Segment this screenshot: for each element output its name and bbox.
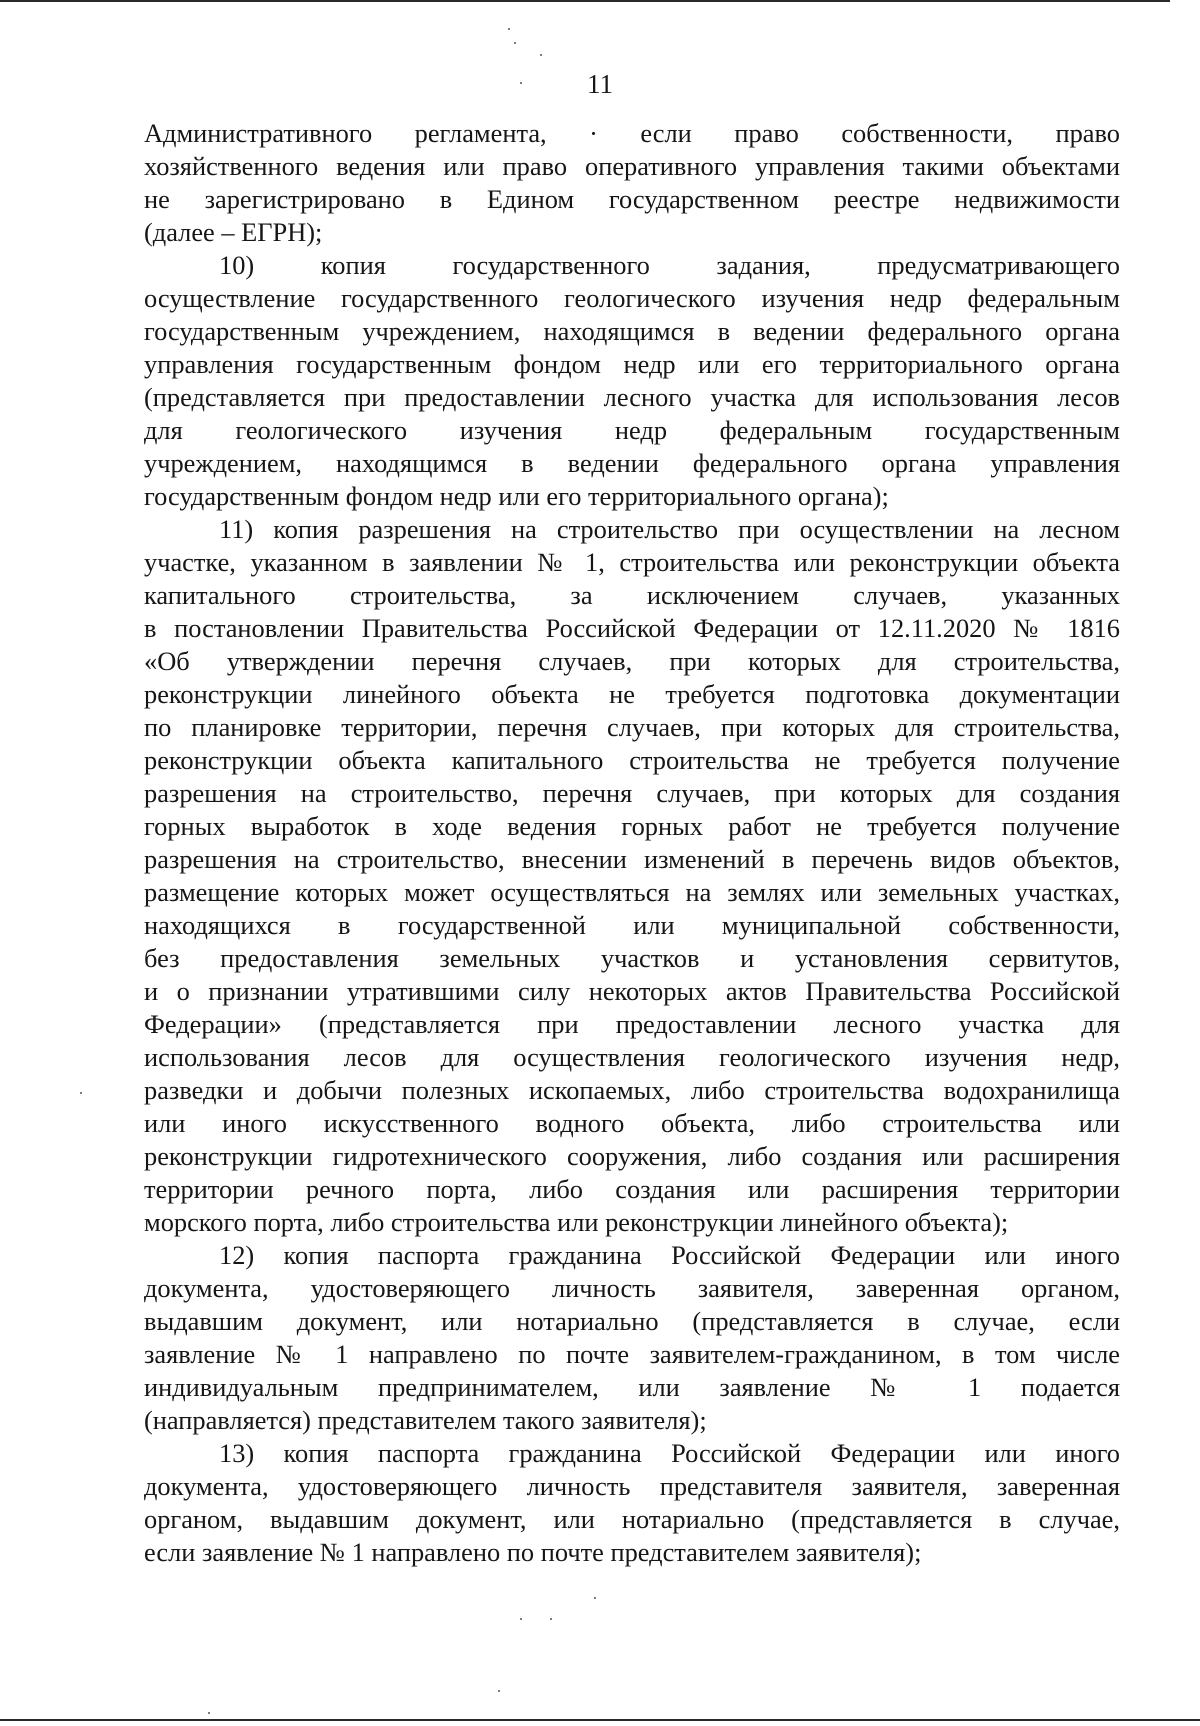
text-line: выдавшим документ, или нотариально (представляется в случае, если: [144, 1306, 1120, 1336]
text-line: и о признании утратившими силу некоторых актов Правительства Российской: [144, 976, 1120, 1006]
text-line: органом, выдавшим документ, или нотариально (представляется в случае,: [144, 1504, 1120, 1534]
scan-speck: [208, 1712, 210, 1714]
text-line: 13) копия паспорта гражданина Российской Федерации или иного: [219, 1438, 1120, 1468]
text-line: горных выработок в ходе ведения горных работ не требуется получение: [144, 811, 1120, 841]
text-line: морского порта, либо строительства или реконструкции линейного объекта);: [144, 1207, 1009, 1237]
scan-speck: [498, 1690, 500, 1692]
text-line: «Об утверждении перечня случаев, при которых для строительства,: [144, 646, 1120, 676]
scan-speck: [540, 54, 542, 56]
paragraph-item-9-continuation: [144, 117, 1120, 249]
text-line: 10) копия государственного задания, предусматривающего: [219, 250, 1120, 280]
paragraph-item-11: [144, 513, 1120, 1239]
scan-speck: [80, 1092, 82, 1094]
scan-speck: [520, 82, 522, 84]
scan-speck: [520, 1618, 522, 1620]
page-number: 11: [587, 69, 613, 99]
text-line: государственным учреждением, находящимся в ведении федерального органа: [144, 316, 1120, 346]
text-line: в постановлении Правительства Российской Федерации от 12.11.2020 № 1816: [144, 613, 1120, 643]
text-line: Федерации» (представляется при предоставлении лесного участка для: [144, 1009, 1120, 1039]
scan-border-bottom: [0, 1719, 1200, 1721]
text-line: индивидуальным предпринимателем, или заявление № 1 подается: [144, 1372, 1120, 1402]
scan-speck: [594, 1597, 596, 1599]
text-line: по планировке территории, перечня случаев, при которых для строительства,: [144, 712, 1120, 742]
text-line: для геологического изучения недр федеральным государственным: [144, 415, 1120, 445]
document-body: [144, 117, 1120, 1569]
text-line: государственным фондом недр или его территориального органа);: [144, 481, 889, 511]
paragraph-item-13: [144, 1437, 1120, 1569]
text-line: учреждением, находящимся в ведении федерального органа управления: [144, 448, 1120, 478]
text-line: (представляется при предоставлении лесного участка для использования лесов: [144, 382, 1120, 412]
text-line: реконструкции линейного объекта не требуется подготовка документации: [144, 679, 1120, 709]
text-line: (далее – ЕГРН);: [144, 217, 323, 247]
text-line: управления государственным фондом недр или его территориального органа: [144, 349, 1120, 379]
text-line: документа, удостоверяющего личность представителя заявителя, заверенная: [144, 1471, 1120, 1501]
text-line: 11) копия разрешения на строительство при осуществлении на лесном: [219, 514, 1120, 544]
text-line: документа, удостоверяющего личность заявителя, заверенная органом,: [144, 1273, 1120, 1303]
text-line: разведки и добычи полезных ископаемых, либо строительства водохранилища: [144, 1075, 1120, 1105]
text-line: хозяйственного ведения или право оперативного управления такими объектами: [144, 151, 1120, 181]
scan-speck: [508, 28, 510, 30]
text-line: заявление № 1 направлено по почте заявителем-гражданином, в том числе: [144, 1339, 1120, 1369]
scan-speck: [550, 1618, 552, 1620]
text-line: без предоставления земельных участков и установления сервитутов,: [144, 943, 1120, 973]
text-line: участке, указанном в заявлении № 1, строительства или реконструкции объекта: [144, 547, 1120, 577]
text-line: разрешения на строительство, перечня случаев, при которых для создания: [144, 778, 1120, 808]
text-line: осуществление государственного геологического изучения недр федеральным: [144, 283, 1120, 313]
text-line: реконструкции гидротехнического сооружения, либо создания или расширения: [144, 1141, 1120, 1171]
text-line: использования лесов для осуществления геологического изучения недр,: [144, 1042, 1120, 1072]
paragraph-item-12: [144, 1239, 1120, 1437]
text-line: (направляется) представителем такого заявителя);: [144, 1405, 707, 1435]
text-line: или иного искусственного водного объекта, либо строительства или: [144, 1108, 1120, 1138]
text-line: реконструкции объекта капитального строительства не требуется получение: [144, 745, 1120, 775]
scan-speck: [514, 42, 516, 44]
text-line: разрешения на строительство, внесении изменений в перечень видов объектов,: [144, 844, 1120, 874]
text-line: если заявление № 1 направлено по почте представителем заявителя);: [144, 1537, 922, 1567]
text-line: 12) копия паспорта гражданина Российской Федерации или иного: [219, 1240, 1120, 1270]
text-line: размещение которых может осуществляться на землях или земельных участках,: [144, 877, 1120, 907]
scan-border-top: [0, 0, 1170, 2]
text-line: Административного регламента, · если право собственности, право: [144, 118, 1120, 148]
paragraph-item-10: [144, 249, 1120, 513]
text-line: не зарегистрировано в Едином государственном реестре недвижимости: [144, 184, 1120, 214]
text-line: капитального строительства, за исключением случаев, указанных: [144, 580, 1120, 610]
text-line: находящихся в государственной или муниципальной собственности,: [144, 910, 1120, 940]
text-line: территории речного порта, либо создания или расширения территории: [144, 1174, 1120, 1204]
